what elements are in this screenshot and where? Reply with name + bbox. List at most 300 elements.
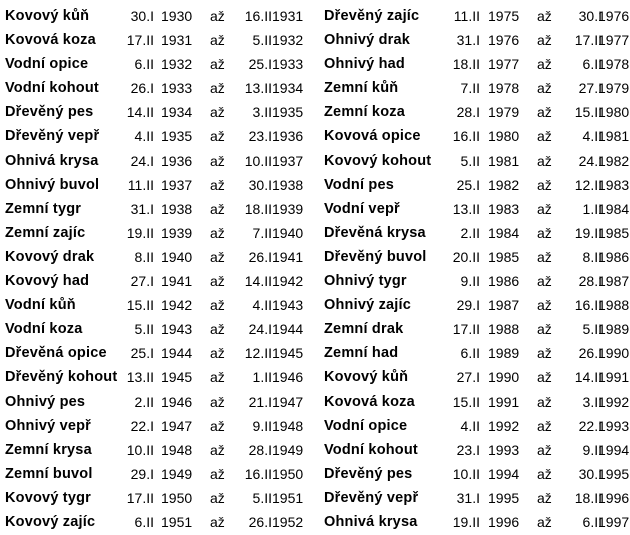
range-separator: až: [537, 248, 552, 265]
start-day: 9.II: [460, 273, 480, 290]
year-name: Ohnivý pes: [5, 393, 86, 410]
end-year: 1995: [598, 465, 630, 482]
start-day: 31.I: [456, 489, 480, 506]
range-separator: až: [210, 417, 225, 434]
start-year: 1947: [161, 417, 193, 434]
year-name: Dřevěná krysa: [324, 224, 426, 241]
start-day: 6.II: [134, 513, 154, 530]
start-day: 31.I: [130, 200, 154, 217]
range-separator: až: [210, 321, 225, 338]
year-name: Ohnivá krysa: [324, 513, 418, 530]
start-day: 2.II: [134, 393, 154, 410]
year-name: Vodní vepř: [324, 200, 400, 217]
start-day: 26.I: [130, 80, 154, 97]
end-day: 5.II: [582, 321, 602, 338]
table-row: [318, 245, 630, 269]
start-day: 27.I: [130, 273, 154, 290]
end-day: 14.II: [574, 369, 602, 386]
table-row: [0, 510, 312, 534]
end-day: 8.II: [582, 248, 602, 265]
end-year: 1990: [598, 345, 630, 362]
table-row: [0, 365, 312, 389]
start-day: 15.II: [126, 297, 154, 314]
start-year: 1982: [488, 176, 520, 193]
year-name: Dřevěný zajíc: [324, 8, 420, 24]
range-separator: až: [537, 321, 552, 338]
start-year: 1950: [161, 489, 193, 506]
year-name: Ohnivá krysa: [5, 152, 99, 169]
start-day: 7.II: [460, 80, 480, 97]
year-name: Vodní kůň: [5, 297, 76, 314]
start-year: 1945: [161, 369, 193, 386]
range-separator: až: [537, 176, 552, 193]
end-year: 1937: [272, 152, 304, 169]
end-day: 6.II: [582, 513, 602, 530]
start-day: 6.II: [460, 345, 480, 362]
year-name: Zemní krysa: [5, 441, 92, 458]
end-day: 5.II: [252, 32, 272, 49]
start-year: 1948: [161, 441, 193, 458]
end-year: 1988: [598, 297, 630, 314]
year-name: Dřevěný vepř: [5, 128, 100, 145]
end-day: 26.I: [248, 248, 272, 265]
year-name: Kovový kůň: [5, 8, 90, 24]
end-day: 4.II: [252, 297, 272, 314]
table-row: [0, 52, 312, 76]
end-year: 1931: [272, 8, 304, 24]
start-year: 1990: [488, 369, 520, 386]
start-year: 1985: [488, 248, 520, 265]
end-day: 1.II: [582, 200, 602, 217]
end-year: 1989: [598, 321, 630, 338]
table-row: [318, 4, 630, 28]
end-year: 1952: [272, 513, 304, 530]
start-day: 4.II: [134, 128, 154, 145]
range-separator: až: [537, 32, 552, 49]
table-row: [0, 173, 312, 197]
end-year: 1945: [272, 345, 304, 362]
start-year: 1986: [488, 273, 520, 290]
range-separator: až: [210, 152, 225, 169]
range-separator: až: [537, 273, 552, 290]
end-year: 1977: [598, 32, 630, 49]
table-row: [0, 149, 312, 173]
year-name: Vodní kohout: [5, 80, 99, 97]
end-day: 15.II: [574, 104, 602, 121]
year-name: Kovový tygr: [5, 489, 91, 506]
end-day: 24.I: [248, 321, 272, 338]
range-separator: až: [210, 465, 225, 482]
table-row: [0, 245, 312, 269]
table-row: [318, 28, 630, 52]
end-day: 28.I: [248, 441, 272, 458]
start-day: 30.I: [130, 8, 154, 24]
table-row: [0, 486, 312, 510]
range-separator: až: [537, 224, 552, 241]
start-year: 1932: [161, 56, 193, 73]
end-year: 1941: [272, 248, 304, 265]
year-name: Kovový kůň: [324, 369, 409, 386]
end-day: 10.II: [244, 152, 272, 169]
table-row: [0, 317, 312, 341]
table-row: [0, 28, 312, 52]
table-row: [318, 510, 630, 534]
table-row: [0, 197, 312, 221]
year-name: Vodní kohout: [324, 441, 418, 458]
range-separator: až: [210, 32, 225, 49]
table-row: [318, 390, 630, 414]
end-year: 1996: [598, 489, 630, 506]
end-year: 1933: [272, 56, 304, 73]
table-row: [318, 438, 630, 462]
range-separator: až: [210, 513, 225, 530]
end-year: 1992: [598, 393, 630, 410]
start-year: 1933: [161, 80, 193, 97]
table-row: [0, 221, 312, 245]
year-name: Zemní kůň: [324, 80, 399, 97]
start-day: 10.II: [126, 441, 154, 458]
range-separator: až: [537, 369, 552, 386]
end-year: 1980: [598, 104, 630, 121]
start-year: 1980: [488, 128, 520, 145]
range-separator: až: [537, 128, 552, 145]
table-row: [318, 52, 630, 76]
range-separator: až: [537, 489, 552, 506]
start-day: 10.II: [452, 465, 480, 482]
left-column: [0, 4, 312, 534]
end-day: 16.II: [244, 8, 272, 24]
range-separator: až: [210, 176, 225, 193]
year-name: Ohnivý had: [324, 56, 405, 73]
table-row: [0, 414, 312, 438]
year-name: Ohnivý zajíc: [324, 297, 412, 314]
end-day: 3.II: [582, 393, 602, 410]
start-year: 1937: [161, 176, 193, 193]
table-row: [318, 414, 630, 438]
year-name: Zemní buvol: [5, 465, 93, 482]
table-row: [318, 149, 630, 173]
right-column: [318, 4, 630, 534]
range-separator: až: [537, 513, 552, 530]
end-day: 1.II: [252, 369, 272, 386]
end-day: 30.I: [248, 176, 272, 193]
start-year: 1977: [488, 56, 520, 73]
range-separator: až: [537, 393, 552, 410]
year-name: Dřevěný kohout: [5, 369, 118, 386]
range-separator: až: [537, 441, 552, 458]
table-row: [318, 341, 630, 365]
end-day: 3.II: [252, 104, 272, 121]
end-year: 1987: [598, 273, 630, 290]
year-name: Ohnivý buvol: [5, 176, 100, 193]
start-day: 31.I: [456, 32, 480, 49]
end-year: 1934: [272, 80, 304, 97]
year-name: Vodní opice: [324, 417, 408, 434]
range-separator: až: [210, 393, 225, 410]
start-day: 19.II: [452, 513, 480, 530]
start-day: 8.II: [134, 248, 154, 265]
end-day: 25.I: [248, 56, 272, 73]
end-year: 1978: [598, 56, 630, 73]
table-row: [0, 76, 312, 100]
year-name: Zemní tygr: [5, 200, 82, 217]
end-day: 17.II: [574, 32, 602, 49]
start-year: 1994: [488, 465, 520, 482]
start-year: 1983: [488, 200, 520, 217]
start-day: 11.II: [453, 8, 480, 24]
end-day: 12.II: [574, 176, 602, 193]
year-name: Vodní opice: [5, 56, 89, 73]
table-row: [0, 4, 312, 28]
start-year: 1992: [488, 417, 520, 434]
end-day: 19.II: [574, 224, 602, 241]
end-year: 1976: [598, 8, 630, 24]
range-separator: až: [210, 489, 225, 506]
start-day: 22.I: [130, 417, 154, 434]
start-day: 29.I: [456, 297, 480, 314]
end-day: 5.II: [252, 489, 272, 506]
start-year: 1930: [161, 8, 193, 24]
start-year: 1993: [488, 441, 520, 458]
start-day: 15.II: [452, 393, 480, 410]
end-year: 1947: [272, 393, 304, 410]
end-day: 9.II: [252, 417, 272, 434]
year-name: Dřevěný buvol: [324, 248, 427, 265]
end-year: 1940: [272, 224, 304, 241]
end-day: 6.II: [582, 56, 602, 73]
start-day: 16.II: [452, 128, 480, 145]
start-year: 1936: [161, 152, 193, 169]
end-day: 16.II: [574, 297, 602, 314]
start-day: 17.II: [452, 321, 480, 338]
end-year: 1935: [272, 104, 304, 121]
end-year: 1944: [272, 321, 304, 338]
table-row: [318, 197, 630, 221]
end-day: 14.II: [244, 273, 272, 290]
end-year: 1991: [598, 369, 630, 386]
start-year: 1996: [488, 513, 520, 530]
end-year: 1942: [272, 273, 304, 290]
start-day: 28.I: [456, 104, 480, 121]
year-name: Kovová koza: [324, 393, 415, 410]
range-separator: až: [210, 200, 225, 217]
end-year: 1936: [272, 128, 304, 145]
table-row: [0, 462, 312, 486]
start-year: 1984: [488, 224, 520, 241]
table-row: [318, 221, 630, 245]
table-row: [318, 365, 630, 389]
start-day: 25.I: [456, 176, 480, 193]
range-separator: až: [210, 273, 225, 290]
table-row: [318, 100, 630, 124]
year-name: Zemní zajíc: [5, 224, 86, 241]
end-year: 1938: [272, 176, 304, 193]
end-day: 23.I: [248, 128, 272, 145]
start-year: 1989: [488, 345, 520, 362]
year-name: Kovový had: [5, 273, 90, 290]
range-separator: až: [210, 248, 225, 265]
range-separator: až: [537, 200, 552, 217]
table-row: [0, 390, 312, 414]
end-year: 1932: [272, 32, 304, 49]
start-year: 1942: [161, 297, 193, 314]
end-day: 7.II: [252, 224, 272, 241]
start-year: 1978: [488, 80, 520, 97]
year-name: Dřevěný vepř: [324, 489, 419, 506]
start-day: 13.II: [452, 200, 480, 217]
range-separator: až: [537, 465, 552, 482]
end-day: 18.II: [244, 200, 272, 217]
start-year: 1981: [488, 152, 520, 169]
end-day: 4.II: [582, 128, 602, 145]
start-day: 27.I: [456, 369, 480, 386]
table-row: [318, 317, 630, 341]
year-name: Kovový zajíc: [5, 513, 96, 530]
start-day: 11.II: [127, 176, 154, 193]
range-separator: až: [210, 104, 225, 121]
table-row: [318, 124, 630, 148]
range-separator: až: [210, 297, 225, 314]
start-day: 5.II: [134, 321, 154, 338]
range-separator: až: [537, 417, 552, 434]
end-day: 9.II: [582, 441, 602, 458]
year-name: Ohnivý tygr: [324, 273, 407, 290]
end-day: 24.I: [578, 152, 602, 169]
end-day: 18.II: [574, 489, 602, 506]
table-row: [0, 438, 312, 462]
start-year: 1944: [161, 345, 193, 362]
range-separator: až: [537, 152, 552, 169]
year-name: Kovový drak: [5, 248, 95, 265]
start-year: 1975: [488, 8, 520, 24]
range-separator: až: [537, 56, 552, 73]
range-separator: až: [210, 80, 225, 97]
table-row: [0, 269, 312, 293]
start-year: 1935: [161, 128, 193, 145]
end-year: 1993: [598, 417, 630, 434]
year-name: Dřevěný pes: [324, 465, 413, 482]
start-year: 1949: [161, 465, 193, 482]
year-name: Ohnivý vepř: [5, 417, 92, 434]
table-row: [318, 269, 630, 293]
table-row: [318, 293, 630, 317]
start-day: 17.II: [126, 32, 154, 49]
range-separator: až: [210, 345, 225, 362]
start-year: 1979: [488, 104, 520, 121]
end-year: 1939: [272, 200, 304, 217]
start-year: 1934: [161, 104, 193, 121]
end-year: 1951: [272, 489, 304, 506]
start-day: 19.II: [126, 224, 154, 241]
start-year: 1951: [161, 513, 193, 530]
year-name: Dřevěný pes: [5, 104, 94, 121]
range-separator: až: [210, 441, 225, 458]
start-year: 1931: [161, 32, 193, 49]
end-day: 30.I: [578, 465, 602, 482]
range-separator: až: [537, 80, 552, 97]
table-row: [0, 100, 312, 124]
year-name: Zemní drak: [324, 321, 404, 338]
end-year: 1943: [272, 297, 304, 314]
range-separator: až: [537, 104, 552, 121]
end-day: 27.I: [578, 80, 602, 97]
end-day: 16.II: [244, 465, 272, 482]
start-day: 25.I: [130, 345, 154, 362]
table-row: [318, 76, 630, 100]
table-row: [318, 462, 630, 486]
start-year: 1946: [161, 393, 193, 410]
range-separator: až: [210, 128, 225, 145]
table-row: [0, 124, 312, 148]
end-day: 30.I: [578, 8, 602, 24]
range-separator: až: [210, 56, 225, 73]
year-name: Kovová opice: [324, 128, 421, 145]
end-year: 1985: [598, 224, 630, 241]
range-separator: až: [537, 8, 552, 24]
start-day: 24.I: [130, 152, 154, 169]
end-day: 26.I: [578, 345, 602, 362]
start-year: 1941: [161, 273, 193, 290]
start-day: 20.II: [452, 248, 480, 265]
start-year: 1991: [488, 393, 520, 410]
table-row: [318, 173, 630, 197]
range-separator: až: [537, 345, 552, 362]
year-name: Kovový kohout: [324, 152, 432, 169]
range-separator: až: [210, 224, 225, 241]
start-day: 14.II: [126, 104, 154, 121]
range-separator: až: [537, 297, 552, 314]
year-name: Vodní koza: [5, 321, 83, 338]
end-day: 26.I: [248, 513, 272, 530]
year-name: Ohnivý drak: [324, 32, 411, 49]
end-year: 1948: [272, 417, 304, 434]
start-year: 1988: [488, 321, 520, 338]
end-year: 1997: [598, 513, 630, 530]
year-name: Kovová koza: [5, 32, 96, 49]
table-row: [318, 486, 630, 510]
table-row: [0, 293, 312, 317]
start-year: 1976: [488, 32, 520, 49]
range-separator: až: [210, 8, 225, 24]
start-day: 2.II: [460, 224, 480, 241]
start-year: 1987: [488, 297, 520, 314]
end-day: 28.I: [578, 273, 602, 290]
start-year: 1940: [161, 248, 193, 265]
start-year: 1938: [161, 200, 193, 217]
table-row: [0, 341, 312, 365]
start-day: 23.I: [456, 441, 480, 458]
year-name: Zemní koza: [324, 104, 405, 121]
end-year: 1979: [598, 80, 630, 97]
end-year: 1949: [272, 441, 304, 458]
start-day: 18.II: [452, 56, 480, 73]
year-name: Zemní had: [324, 345, 399, 362]
end-day: 21.I: [248, 393, 272, 410]
end-day: 12.II: [244, 345, 272, 362]
end-year: 1981: [598, 128, 630, 145]
end-year: 1946: [272, 369, 304, 386]
year-name: Dřevěná opice: [5, 345, 107, 362]
start-year: 1943: [161, 321, 193, 338]
end-year: 1994: [598, 441, 630, 458]
start-day: 4.II: [460, 417, 480, 434]
start-year: 1939: [161, 224, 193, 241]
end-year: 1984: [598, 200, 630, 217]
range-separator: až: [210, 369, 225, 386]
end-year: 1983: [598, 176, 630, 193]
end-day: 22.I: [578, 417, 602, 434]
start-day: 6.II: [134, 56, 154, 73]
